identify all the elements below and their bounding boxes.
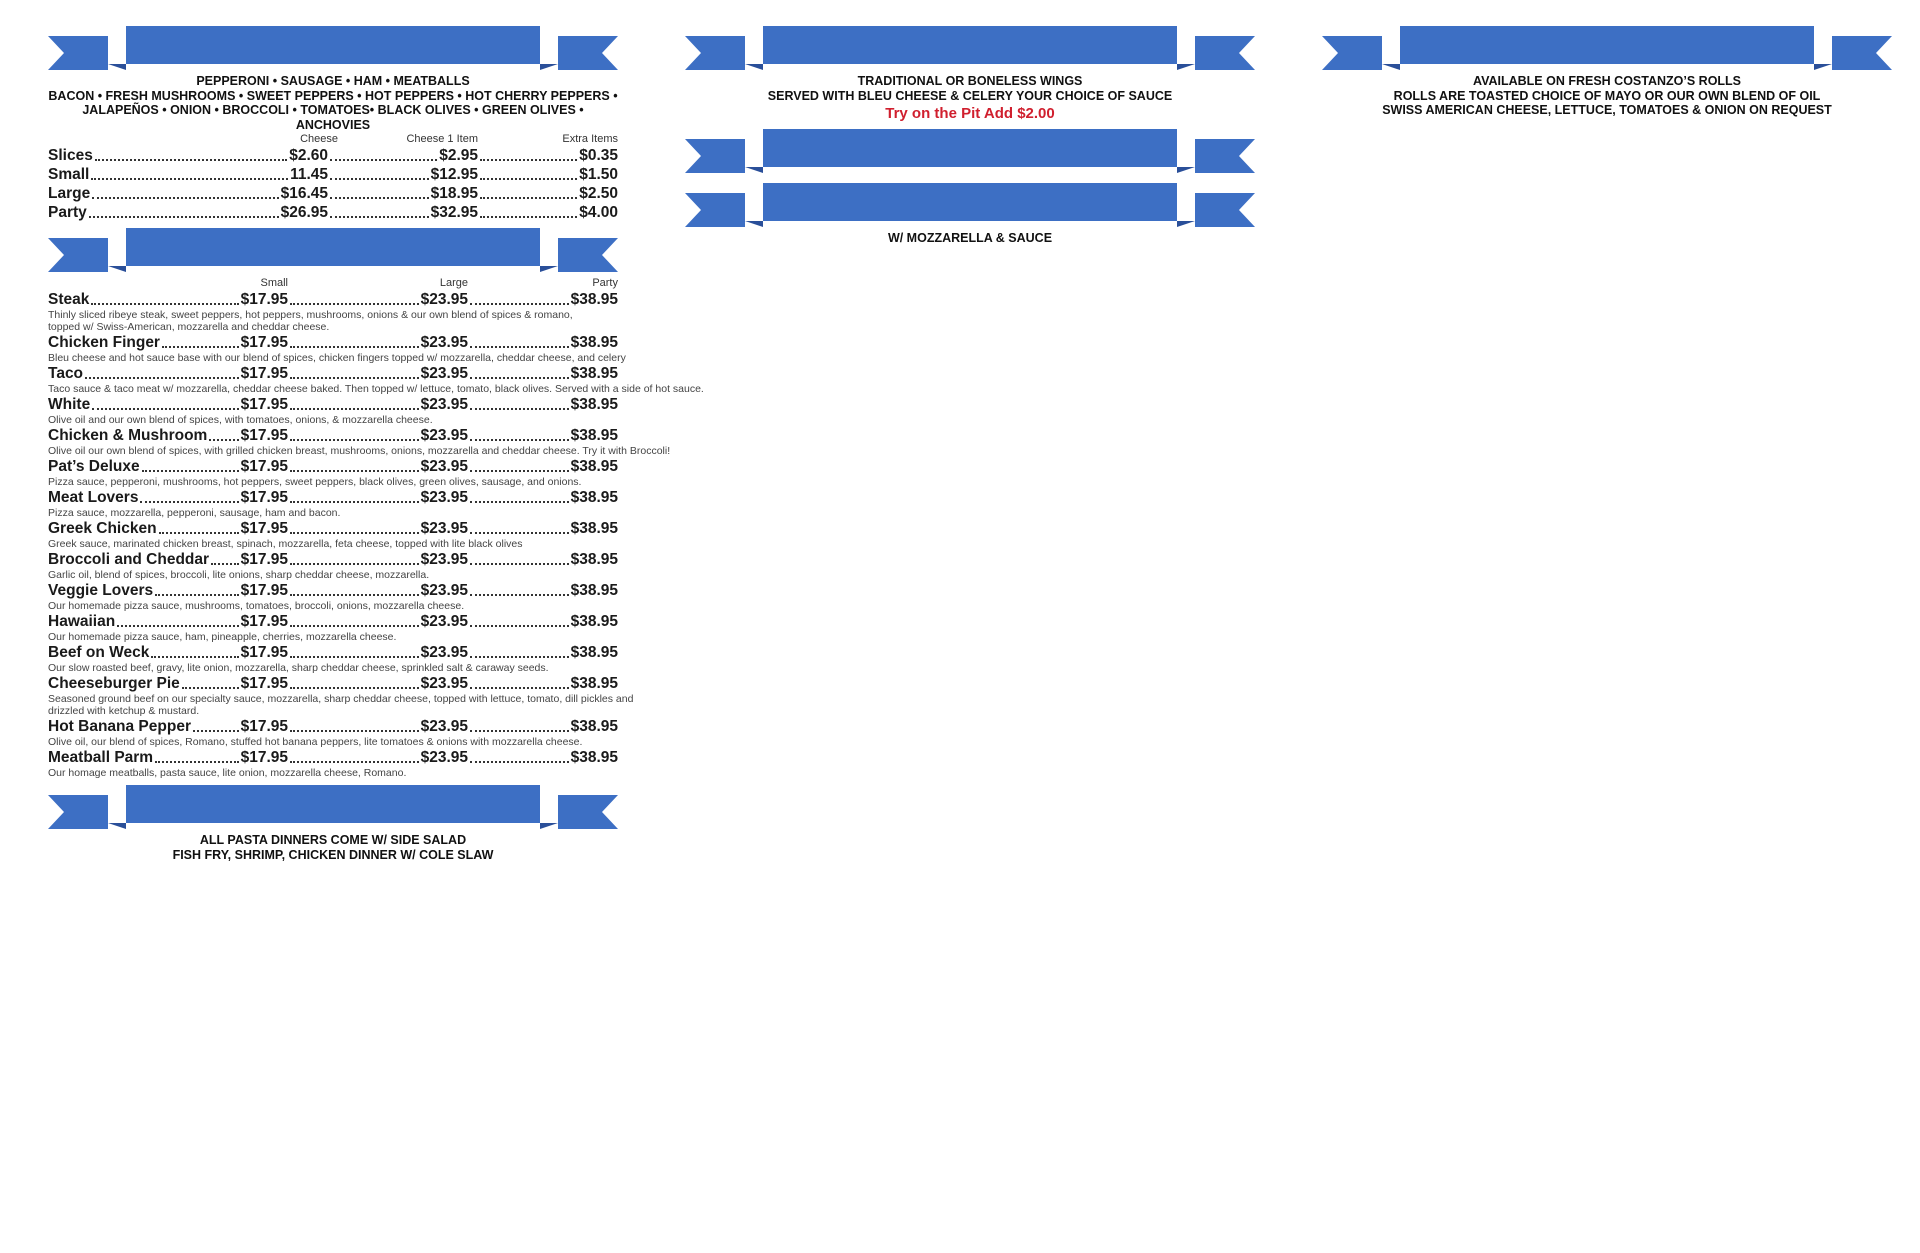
leader-dots (470, 408, 569, 410)
toppings-line-3: JALAPEÑOS • ONION • BROCCOLI • TOMATOES• BLACK OLIVES • GREEN OLIVES • ANCHOVIES (82, 103, 584, 132)
leader-dots (290, 346, 419, 348)
leader-dots (480, 159, 577, 161)
item-price: $23.95 (420, 396, 468, 413)
item-name-text: Beef on Weck (48, 644, 150, 661)
item-price: $1.50 (579, 166, 618, 183)
item-price: $17.95 (240, 644, 288, 661)
item-price: $23.95 (420, 291, 468, 308)
price-segment (468, 290, 618, 309)
menu-item (48, 550, 618, 569)
price-segment (468, 426, 618, 445)
item-name (48, 364, 83, 383)
menu-item (48, 146, 618, 165)
leader-dots (470, 563, 569, 565)
banner-ribbon-icon (685, 129, 1255, 173)
item-price: $38.95 (570, 613, 618, 630)
leader-dots (91, 178, 288, 180)
item-name (48, 290, 89, 309)
item-price: $0.35 (579, 147, 618, 164)
leader-dots (151, 656, 238, 658)
leader-dots (470, 346, 569, 348)
item-price: $16.45 (280, 185, 328, 202)
item-price: $17.95 (240, 582, 288, 599)
menu-item (48, 643, 618, 662)
item-price: $38.95 (570, 718, 618, 735)
price-segment (90, 395, 288, 414)
item-name-text: Small (48, 166, 90, 183)
item-price: $18.95 (430, 185, 478, 202)
leader-dots (480, 216, 577, 218)
item-name (48, 165, 89, 184)
leader-dots (290, 377, 419, 379)
item-price: $17.95 (240, 334, 288, 351)
leader-dots (290, 439, 419, 441)
item-name (48, 333, 160, 352)
item-price: $23.95 (420, 675, 468, 692)
price-segment (140, 457, 288, 476)
item-price: $23.95 (420, 749, 468, 766)
item-price: $38.95 (570, 427, 618, 444)
price-segment (288, 364, 468, 383)
menu-item (48, 674, 618, 693)
price-segment (478, 146, 618, 165)
item-description: Thinly sliced ribeye steak, sweet peppers, hot peppers, mushrooms, onions & our own blend of spices & romano, (48, 309, 573, 321)
leader-dots (480, 197, 577, 199)
item-price: $38.95 (570, 749, 618, 766)
item-price: $38.95 (570, 551, 618, 568)
column-header: Extra Items (562, 133, 618, 145)
price-segment (468, 395, 618, 414)
leader-dots (290, 730, 419, 732)
price-segment (468, 457, 618, 476)
wings-note-2: SERVED WITH BLEU CHEESE & CELERY YOUR CHOICE OF SAUCE (767, 88, 1173, 103)
wings-note-1: TRADITIONAL OR BONELESS WINGS (857, 74, 1083, 88)
item-name-text: Broccoli and Cheddar (48, 551, 210, 568)
leader-dots (470, 625, 569, 627)
leader-dots (470, 761, 569, 763)
price-segment (328, 184, 478, 203)
menu-item (48, 290, 618, 309)
item-name (48, 643, 149, 662)
leader-dots (290, 656, 419, 658)
item-name-text: Pat’s Deluxe (48, 458, 140, 475)
item-name-text: Steak (48, 291, 90, 308)
item-description: Our homemade pizza sauce, ham, pineapple, cherries, mozzarella cheese. (48, 631, 397, 643)
item-price: $12.95 (430, 166, 478, 183)
column-right (1322, 26, 1892, 118)
price-segment (468, 643, 618, 662)
menu-item (48, 364, 618, 383)
item-description: Pizza sauce, pepperoni, mushrooms, hot peppers, sweet peppers, black olives, green olives, sausage, and onions. (48, 476, 582, 488)
item-price: $38.95 (570, 334, 618, 351)
column-header: Cheese (300, 133, 338, 145)
item-description: Garlic oil, blend of spices, broccoli, lite onions, sharp cheddar cheese, mozzarella. (48, 569, 430, 581)
price-segment (478, 165, 618, 184)
item-name-text: White (48, 396, 91, 413)
menu-item (48, 203, 618, 222)
subs-note-1: AVAILABLE ON FRESH COSTANZO’S ROLLS (1472, 74, 1742, 88)
item-description: topped w/ Swiss-American, mozzarella and cheddar cheese. (48, 321, 330, 333)
price-segment (90, 184, 328, 203)
leader-dots (470, 532, 569, 534)
item-description: Taco sauce & taco meat w/ mozzarella, cheddar cheese baked. Then topped w/ lettuce, tomato, black olives. Served with a side of hot sauce. (48, 383, 704, 395)
item-price: $2.95 (439, 147, 478, 164)
subs-banner (1322, 26, 1892, 70)
price-segment (468, 550, 618, 569)
leader-dots (159, 532, 239, 534)
menu-item (48, 748, 618, 767)
item-price: $17.95 (240, 396, 288, 413)
leader-dots (162, 346, 239, 348)
item-price: $38.95 (570, 365, 618, 382)
price-segment (160, 333, 288, 352)
column-header: Large (439, 277, 468, 289)
price-segment (191, 717, 288, 736)
leader-dots (182, 687, 239, 689)
menu-item (48, 488, 618, 507)
price-segment (468, 488, 618, 507)
item-price: $17.95 (240, 520, 288, 537)
price-segment (468, 519, 618, 538)
price-segment (153, 748, 288, 767)
banner-ribbon-icon (685, 26, 1255, 70)
price-segment (468, 748, 618, 767)
item-price: $23.95 (420, 458, 468, 475)
menu-item (48, 333, 618, 352)
column-header: Cheese 1 Item (406, 133, 478, 145)
item-price: $17.95 (240, 489, 288, 506)
pit-note: Try on the Pit Add $2.00 (885, 105, 1055, 122)
banner-ribbon-icon (1322, 26, 1892, 70)
menu-item (48, 717, 618, 736)
leader-dots (470, 501, 569, 503)
item-price: $38.95 (570, 582, 618, 599)
item-name (48, 519, 157, 538)
item-price: $2.60 (289, 147, 328, 164)
item-description: Greek sauce, marinated chicken breast, spinach, mozzarella, feta cheese, topped with lite black olives (48, 538, 523, 550)
item-name-text: Slices (48, 147, 93, 164)
leader-dots (480, 178, 577, 180)
leader-dots (290, 625, 419, 627)
price-segment (288, 717, 468, 736)
leader-dots (211, 563, 239, 565)
price-segment (89, 290, 288, 309)
price-segment (180, 674, 288, 693)
item-name-text: Hot Banana Pepper (48, 718, 191, 735)
item-price: $38.95 (570, 520, 618, 537)
leader-dots (95, 159, 287, 161)
item-name-text: Greek Chicken (48, 520, 157, 537)
item-price: $23.95 (420, 644, 468, 661)
leader-dots (193, 730, 239, 732)
menu-item (48, 457, 618, 476)
banner-ribbon-icon (48, 26, 618, 70)
traditional-pizza-banner (48, 26, 618, 70)
leader-dots (142, 470, 239, 472)
header-spacer (48, 132, 178, 146)
leader-dots (92, 197, 278, 199)
price-segment (87, 203, 328, 222)
leader-dots (91, 303, 238, 305)
leader-dots (330, 159, 437, 161)
menu-item (48, 581, 618, 600)
price-segment (149, 643, 288, 662)
item-price: $23.95 (420, 520, 468, 537)
leader-dots (290, 470, 419, 472)
baked-subs-banner (685, 183, 1255, 227)
menu-item (48, 426, 618, 445)
item-price: $17.95 (240, 718, 288, 735)
item-description: Pizza sauce, mozzarella, pepperoni, sausage, ham and bacon. (48, 507, 341, 519)
column-header: Party (592, 277, 618, 289)
leader-dots (470, 439, 569, 441)
item-price: $38.95 (570, 489, 618, 506)
price-segment (468, 581, 618, 600)
dinners-note-1: ALL PASTA DINNERS COME W/ SIDE SALAD (199, 833, 467, 847)
item-price: $17.95 (240, 749, 288, 766)
dinners-banner (48, 785, 618, 829)
item-price: $17.95 (240, 458, 288, 475)
leader-dots (470, 470, 569, 472)
leader-dots (290, 761, 419, 763)
item-price: $23.95 (420, 489, 468, 506)
price-segment (478, 184, 618, 203)
item-price: $23.95 (420, 613, 468, 630)
price-segment (157, 519, 288, 538)
leader-dots (470, 594, 569, 596)
item-price: $26.95 (280, 204, 328, 221)
subs-note-2: ROLLS ARE TOASTED CHOICE OF MAYO OR OUR OWN BLEND OF OIL (1393, 88, 1821, 103)
item-price: $23.95 (420, 551, 468, 568)
item-name (48, 674, 180, 693)
column-header: Small (260, 277, 288, 289)
item-price: $23.95 (420, 365, 468, 382)
toppings-line-2: BACON • FRESH MUSHROOMS • SWEET PEPPERS • HOT PEPPERS • HOT CHERRY PEPPERS • (48, 88, 618, 103)
item-name (48, 395, 90, 414)
specialty-pizza-banner (48, 228, 618, 272)
item-name-text: Party (48, 204, 87, 221)
price-segment (288, 488, 468, 507)
price-segment (209, 550, 288, 569)
leader-dots (89, 216, 279, 218)
item-price: $17.95 (240, 365, 288, 382)
leader-dots (470, 687, 569, 689)
price-segment (288, 519, 468, 538)
banner-ribbon-icon (48, 785, 618, 829)
item-name (48, 550, 209, 569)
dinners-note-2: FISH FRY, SHRIMP, CHICKEN DINNER W/ COLE SLAW (172, 847, 494, 862)
item-price: $17.95 (240, 551, 288, 568)
item-name-text: Hawaiian (48, 613, 116, 630)
leader-dots (290, 532, 419, 534)
item-price: $38.95 (570, 291, 618, 308)
price-segment (328, 146, 478, 165)
leader-dots (290, 687, 419, 689)
price-segment (89, 165, 328, 184)
item-price: $38.95 (570, 396, 618, 413)
menu-item (48, 612, 618, 631)
item-name-text: Chicken & Mushroom (48, 427, 208, 444)
leader-dots (209, 439, 238, 441)
price-segment (93, 146, 328, 165)
item-price: $23.95 (420, 582, 468, 599)
item-name (48, 184, 90, 203)
leader-dots (140, 501, 238, 503)
price-segment (288, 581, 468, 600)
price-segment (468, 333, 618, 352)
column-left (48, 26, 704, 866)
item-price: $38.95 (570, 644, 618, 661)
item-price: $2.50 (579, 185, 618, 202)
item-name (48, 146, 93, 165)
item-description: Our slow roasted beef, gravy, lite onion, mozzarella, sharp cheddar cheese, sprinkled salt & caraway seeds. (48, 662, 549, 674)
price-segment (328, 203, 478, 222)
leader-dots (470, 377, 569, 379)
leader-dots (290, 501, 419, 503)
item-price: $23.95 (420, 718, 468, 735)
leader-dots (330, 216, 429, 218)
item-price: $32.95 (430, 204, 478, 221)
item-price: 11.45 (290, 166, 328, 183)
leader-dots (85, 377, 239, 379)
price-header (48, 276, 618, 290)
item-description: Bleu cheese and hot sauce base with our blend of spices, chicken fingers topped w/ mozzarella, cheddar cheese, and celery (48, 352, 626, 364)
price-segment (468, 364, 618, 383)
price-segment (288, 643, 468, 662)
leader-dots (117, 625, 238, 627)
price-segment (288, 612, 468, 631)
price-segment (288, 333, 468, 352)
item-price: $17.95 (240, 613, 288, 630)
item-price: $17.95 (240, 427, 288, 444)
traditional-pizza-list (48, 132, 618, 222)
item-price: $4.00 (579, 204, 618, 221)
price-segment (207, 426, 288, 445)
item-name (48, 748, 153, 767)
salads-banner (685, 129, 1255, 173)
price-segment (288, 748, 468, 767)
price-segment (115, 612, 288, 631)
item-name-text: Taco (48, 365, 84, 382)
leader-dots (290, 408, 419, 410)
item-price: $17.95 (240, 675, 288, 692)
menu-item (48, 519, 618, 538)
item-description: Our homage meatballs, pasta sauce, lite onion, mozzarella cheese, Romano. (48, 767, 407, 779)
baked-subs-note: W/ MOZZARELLA & SAUCE (887, 231, 1053, 245)
header-spacer (48, 276, 98, 290)
price-segment (153, 581, 288, 600)
item-name (48, 581, 153, 600)
item-name (48, 426, 207, 445)
price-header (48, 132, 618, 146)
price-segment (468, 674, 618, 693)
price-segment (478, 203, 618, 222)
leader-dots (330, 178, 429, 180)
item-name (48, 717, 191, 736)
subs-note-3: SWISS AMERICAN CHEESE, LETTUCE, TOMATOES & ONION ON REQUEST (1382, 103, 1832, 117)
leader-dots (330, 197, 429, 199)
item-price: $23.95 (420, 427, 468, 444)
leader-dots (290, 563, 419, 565)
banner-ribbon-icon (685, 183, 1255, 227)
item-name (48, 612, 115, 631)
price-segment (288, 395, 468, 414)
leader-dots (290, 594, 419, 596)
item-name-text: Chicken Finger (48, 334, 160, 351)
item-name (48, 488, 138, 507)
leader-dots (470, 656, 569, 658)
price-segment (288, 674, 468, 693)
leader-dots (155, 761, 238, 763)
menu-item (48, 395, 618, 414)
price-segment (288, 426, 468, 445)
item-description: Olive oil our own blend of spices, with grilled chicken breast, mushrooms, onions, mozzarella and cheddar cheese. Try it with Broccoli! (48, 445, 671, 457)
price-segment (328, 165, 478, 184)
price-segment (468, 612, 618, 631)
item-description: Olive oil and our own blend of spices, with tomatoes, onions, & mozzarella cheese. (48, 414, 433, 426)
price-segment (83, 364, 288, 383)
item-name-text: Large (48, 185, 91, 202)
banner-ribbon-icon (48, 228, 618, 272)
item-name (48, 203, 87, 222)
price-segment (138, 488, 288, 507)
leader-dots (470, 730, 569, 732)
item-description: Olive oil, our blend of spices, Romano, stuffed hot banana peppers, lite tomatoes & onions with mozzarella cheese. (48, 736, 583, 748)
wings-banner (685, 26, 1255, 70)
item-name (48, 457, 140, 476)
item-name-text: Meatball Parm (48, 749, 154, 766)
menu-item (48, 184, 618, 203)
item-name-text: Meat Lovers (48, 489, 139, 506)
item-price: $17.95 (240, 291, 288, 308)
item-price: $23.95 (420, 334, 468, 351)
price-segment (288, 457, 468, 476)
leader-dots (92, 408, 238, 410)
price-segment (288, 550, 468, 569)
item-price: $38.95 (570, 458, 618, 475)
item-name-text: Cheeseburger Pie (48, 675, 180, 692)
item-description: Our homemade pizza sauce, mushrooms, tomatoes, broccoli, onions, mozzarella cheese. (48, 600, 465, 612)
leader-dots (470, 303, 569, 305)
column-middle (685, 26, 1255, 246)
item-price: $38.95 (570, 675, 618, 692)
specialty-pizza-list (48, 276, 704, 779)
item-name-text: Veggie Lovers (48, 582, 154, 599)
item-description: Seasoned ground beef on our specialty sauce, mozzarella, sharp cheddar cheese, topped with lettuce, tomato, dill pickles and (48, 693, 634, 705)
menu-item (48, 165, 618, 184)
price-segment (468, 717, 618, 736)
item-description: drizzled with ketchup & mustard. (48, 705, 200, 717)
leader-dots (290, 303, 419, 305)
price-segment (288, 290, 468, 309)
toppings-line-1: PEPPERONI • SAUSAGE • HAM • MEATBALLS (196, 74, 470, 88)
leader-dots (155, 594, 238, 596)
